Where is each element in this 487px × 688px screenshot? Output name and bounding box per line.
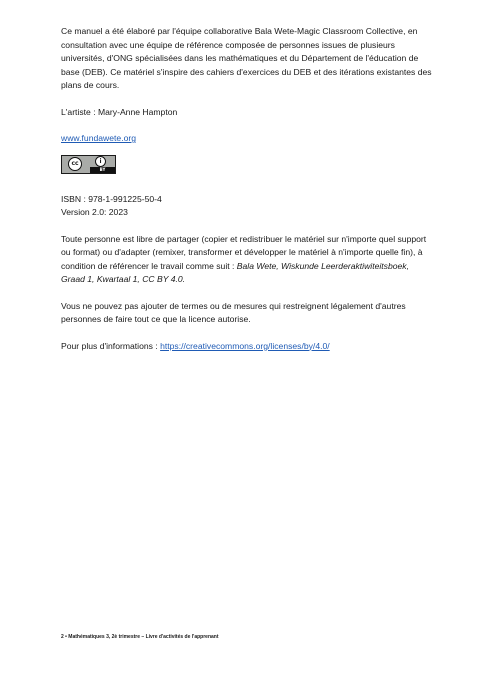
intro-paragraph: Ce manuel a été élaboré par l'équipe collaborative Bala Wete-Magic Classroom Collective, en consultation avec une équipe de référence composée de personnes issues de plusieurs universités, d'ONG spécialisées dans les mathématiques et du Département de l'éducation de base (DEB). Ce matériel s'inspire des cahiers d'exercices du DEB et des itérations existantes des plans de cours.	[61, 26, 432, 90]
license-url-link[interactable]: https://creativecommons.org/licenses/by/4.0/	[160, 340, 330, 351]
more-info-paragraph	[61, 340, 433, 354]
by-label: BY	[90, 167, 115, 173]
page-footer: 2 • Mathématiques 3, 2è trimestre – Livre d'activités de l'apprenant	[61, 634, 219, 640]
cc-by-license-badge[interactable]	[61, 155, 116, 174]
license-paragraph	[61, 233, 433, 287]
creative-commons-icon: cc	[68, 157, 82, 171]
artist-credit: L'artiste : Mary-Anne Hampton	[61, 106, 178, 117]
attribution-icon: i	[95, 156, 106, 167]
restrictions-paragraph: Vous ne pouvez pas ajouter de termes ou de mesures qui restreignent légalement d'autres personnes de faire tout ce que la licence autorise.	[61, 300, 406, 324]
isbn-version-block	[61, 193, 433, 220]
more-info-label: Pour plus d'informations :	[61, 340, 161, 351]
license-text: Toute personne est libre de partager (copier et redistribuer le matériel sur n'importe quel support ou format) ou d'adapter (remixer, transformer et développer le matériel à n'importe quelle fin), à condition de référencer le travail comme suit :	[61, 233, 427, 271]
version: Version 2.0: 2023	[61, 207, 128, 217]
page-content	[61, 25, 433, 353]
website-link[interactable]: www.fundawete.org	[61, 133, 136, 143]
license-citation: Bala Wete, Wiskunde Leerderaktiwiteitsboek, Graad 1, Kwartaal 1, CC BY 4.0.	[61, 260, 409, 284]
isbn: ISBN : 978-1-991225-50-4	[61, 193, 162, 204]
